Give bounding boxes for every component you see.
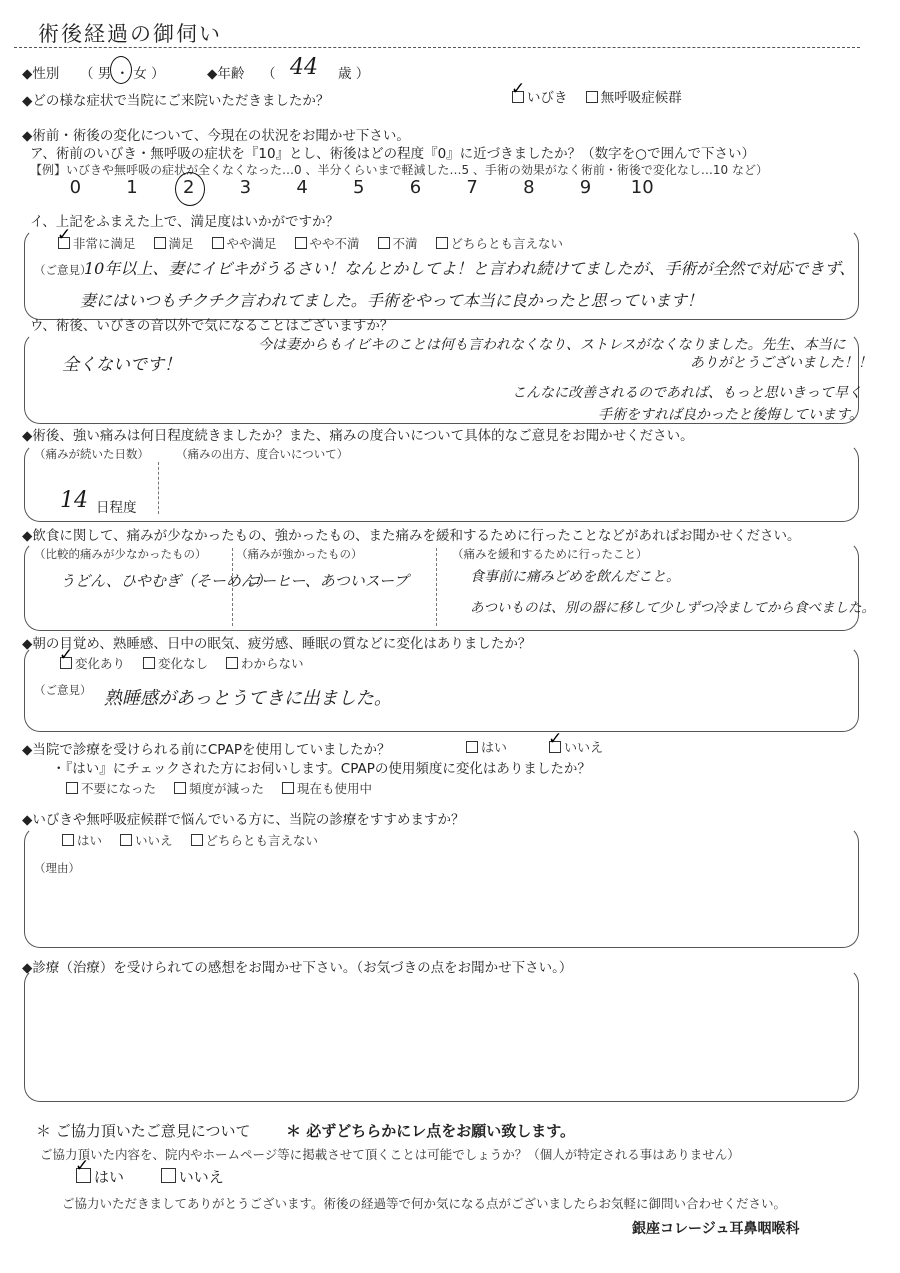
recommend-reason-label: （理由）	[34, 861, 80, 875]
checkbox[interactable]	[143, 657, 155, 669]
food-col3-line2: あついものは、別の器に移して少しずつ冷ましてから食べました。	[470, 600, 875, 616]
pain-question: ◆術後、強い痛みは何日程度続きましたか？また、痛みの度合いについて具体的なご意見をお聞かせください。	[22, 428, 694, 444]
food-col3-line1: 食事前に痛みどめを飲んだこと。	[470, 569, 680, 585]
sleep-opinion-label: （ご意見）	[34, 683, 92, 697]
option-not-needed[interactable]	[66, 779, 156, 797]
scale-1[interactable]: 1	[126, 177, 138, 198]
scale-10[interactable]: 10	[630, 177, 654, 198]
sleep-question: ◆朝の目覚め、熟睡感、日中の眠気、疲労感、睡眠の質などに変化はありましたか？	[22, 636, 532, 652]
option-label: はい	[94, 1168, 125, 1186]
scale-7[interactable]: 7	[466, 177, 478, 198]
checkbox-snoring[interactable]	[512, 91, 524, 103]
option-label: やや不満	[309, 236, 360, 251]
option-label: 不満	[392, 236, 418, 251]
pain-days-label: （痛みが続いた日数）	[34, 447, 149, 461]
age-label: ◆年齢	[207, 66, 245, 82]
option-label: はい	[481, 741, 508, 756]
option-label: いいえ	[178, 1168, 224, 1186]
satisfaction-opinion-label: （ご意見）	[34, 263, 92, 277]
checkbox[interactable]	[161, 1168, 176, 1183]
food-col1-label: （比較的痛みが少なかったもの）	[34, 547, 207, 561]
option-label: わからない	[241, 656, 304, 671]
option-cpap-no[interactable]	[549, 737, 603, 756]
option-neither[interactable]	[436, 234, 564, 252]
pain-days-unit: 日程度	[96, 500, 137, 516]
symptom-options	[512, 86, 696, 106]
page-title: 術後経過の御伺い	[38, 22, 222, 46]
option-label: いびき	[527, 90, 568, 106]
checkbox[interactable]	[295, 237, 307, 249]
option-still-using[interactable]	[282, 779, 372, 797]
food-divider-2	[436, 548, 437, 626]
gender-circle-mark	[110, 56, 132, 84]
age-unit: 歳 ）	[338, 66, 370, 82]
checkbox[interactable]	[58, 237, 70, 249]
checkbox[interactable]	[226, 657, 238, 669]
impression-question: ◆診療（治療）を受けられての感想をお聞かせ下さい。（お気づきの点をお聞かせ下さい。）	[22, 960, 573, 976]
recommend-options	[62, 831, 332, 849]
scale-row	[47, 177, 671, 198]
clinic-name: 銀座コレージュ耳鼻咽喉科	[632, 1221, 800, 1237]
food-col3-label: （痛みを緩和するために行ったこと）	[452, 547, 648, 561]
option-changed[interactable]	[60, 654, 125, 672]
cpap-sub-question: ・『はい』にチェックされた方にお伺いします。CPAPの使用頻度に変化はありましたか？	[52, 761, 591, 777]
checkbox[interactable]	[282, 782, 294, 794]
option-recommend-no[interactable]	[120, 831, 173, 849]
checkbox[interactable]	[154, 237, 166, 249]
option-dissatisfied[interactable]	[378, 234, 418, 252]
satisfaction-opinion-line1: 10年以上、妻にイビキがうるさい！なんとかしてよ！と言われ続けてましたが、手術が全然で対応できず、	[84, 259, 856, 278]
other-answer-main: 全くないです！	[62, 355, 181, 375]
change-example: 【例】いびきや無呼吸の症状が全くなくなった…0 、半分くらいまで軽減した…5 、手術の効果がなく術前・術後で変化なし…10 など）	[30, 163, 768, 177]
consent-thanks: ご協力いただきましてありがとうございます。術後の経過等で何か気になる点がございましたらお気軽に御問い合わせください。	[62, 1196, 787, 1211]
scale-6[interactable]: 6	[409, 177, 422, 198]
option-consent-yes[interactable]	[76, 1166, 124, 1187]
option-cpap-yes[interactable]	[466, 737, 507, 756]
option-label: 現在も使用中	[297, 781, 373, 796]
checkbox[interactable]	[62, 834, 74, 846]
option-label: どちらとも言えない	[450, 236, 564, 251]
satisfaction-options	[58, 234, 577, 252]
cpap-sub-options	[66, 779, 386, 797]
other-answer-line1: 今は妻からもイビキのことは何も言われなくなり、ストレスがなくなりました。先生、本当に	[258, 337, 846, 353]
other-answer-line2: ありがとうございました！！	[690, 355, 872, 371]
checkbox[interactable]	[66, 782, 78, 794]
consent-header-left: ＊ ご協力頂いたご意見について	[36, 1122, 251, 1140]
option-label: 非常に満足	[73, 236, 136, 251]
cpap-options	[466, 737, 617, 756]
other-question: ウ、術後、いびきの音以外で気になることはございますか？	[30, 318, 394, 334]
option-label: 変化なし	[158, 656, 209, 671]
gender-label: ◆性別	[22, 66, 60, 82]
checkbox[interactable]	[549, 741, 561, 753]
checkbox[interactable]	[120, 834, 132, 846]
option-recommend-neither[interactable]	[191, 831, 319, 849]
checkbox[interactable]	[191, 834, 203, 846]
consent-question: ご協力頂いた内容を、院内やホームページ等に掲載させて頂くことは可能でしょうか？（個人が特定される事はありません）	[40, 1147, 740, 1162]
scale-selected-circle	[175, 172, 205, 206]
option-satisfied[interactable]	[154, 234, 194, 252]
option-no-change[interactable]	[143, 654, 208, 672]
option-label: はい	[77, 833, 103, 848]
consent-options	[76, 1166, 238, 1187]
option-label: いいえ	[135, 833, 173, 848]
option-unknown[interactable]	[226, 654, 304, 672]
checkbox[interactable]	[76, 1168, 91, 1183]
pain-days-value: 14	[60, 488, 88, 513]
checkbox[interactable]	[60, 657, 72, 669]
age-value: 44	[290, 55, 318, 80]
pain-divider	[158, 462, 159, 514]
option-label: 不要になった	[81, 781, 157, 796]
pain-degree-label: （痛みの出方、度合いについて）	[176, 447, 349, 461]
scale-2[interactable]: 2	[182, 177, 195, 198]
scale-0[interactable]: 0	[69, 177, 82, 198]
checkbox[interactable]	[466, 741, 478, 753]
food-col2-label: （痛みが強かったもの）	[236, 547, 363, 561]
option-label: どちらとも言えない	[205, 833, 319, 848]
option-somewhat-satisfied[interactable]	[212, 234, 277, 252]
age-open: （	[262, 66, 276, 82]
symptom-question: ◆どの様な症状で当院にご来院いただきましたか？	[22, 93, 330, 109]
option-label: 無呼吸症候群	[600, 90, 682, 106]
pain-frame	[24, 443, 859, 522]
change-sub-a: ア、術前のいびき・無呼吸の症状を『10』とし、術後はどの程度『0』に近づきましたか？（数字を○で囲んで下さい）	[30, 146, 755, 162]
satisfaction-opinion-line2: 妻にはいつもチクチク言われてました。手術をやって本当に良かったと思っています！	[80, 291, 703, 310]
consent-header-right: ＊ 必ずどちらかにレ点をお願い致します。	[286, 1122, 576, 1140]
option-less-frequent[interactable]	[174, 779, 264, 797]
cpap-question: ◆当院で診療を受けられる前にCPAPを使用していましたか？	[22, 742, 391, 758]
gender-options: （ 男 ・ 女 ）	[80, 66, 165, 82]
other-answer-line3: こんなに改善されるのであれば、もっと思いきって早く	[512, 385, 862, 401]
scale-9[interactable]: 9	[579, 177, 592, 198]
checkbox-apnea[interactable]	[586, 91, 598, 103]
other-answer-line4: 手術をすれば良かったと後悔しています。	[598, 407, 863, 423]
option-somewhat-dissatisfied[interactable]	[295, 234, 360, 252]
impression-frame	[24, 968, 859, 1102]
checkbox[interactable]	[436, 237, 448, 249]
option-apnea[interactable]	[586, 86, 682, 106]
option-label: 満足	[168, 236, 194, 251]
scale-5[interactable]: 5	[353, 177, 365, 198]
option-label: いいえ	[564, 741, 604, 756]
food-col1-value: うどん、ひやむぎ（そーめん）	[60, 572, 271, 590]
option-recommend-yes[interactable]	[62, 831, 102, 849]
scale-8[interactable]: 8	[523, 177, 535, 198]
sleep-opinion-value: 熟睡感があっとうてきに出ました。	[104, 688, 392, 709]
satisfaction-question: イ、上記をふまえた上で、満足度はいかがですか？	[30, 214, 340, 230]
title-divider	[14, 47, 860, 48]
recommend-question: ◆いびきや無呼吸症候群で悩んでいる方に、当院の診療をすすめますか？	[22, 812, 465, 828]
checkbox[interactable]	[174, 782, 186, 794]
scale-3[interactable]: 3	[239, 177, 252, 198]
food-col2-value: コーヒー、あついスープ	[246, 572, 409, 590]
checkbox[interactable]	[212, 237, 224, 249]
option-very-satisfied[interactable]	[58, 234, 136, 252]
change-question: ◆術前・術後の変化について、今現在の状況をお聞かせ下さい。	[22, 128, 410, 144]
option-consent-no[interactable]	[161, 1166, 224, 1187]
option-snoring[interactable]	[512, 86, 568, 106]
option-label: 頻度が減った	[189, 781, 265, 796]
food-question: ◆飲食に関して、痛みが少なかったもの、強かったもの、また痛みを緩和するために行ったことなどがあればお聞かせください。	[22, 528, 801, 544]
sleep-options	[60, 654, 318, 672]
checkbox[interactable]	[378, 237, 390, 249]
option-label: 変化あり	[75, 656, 126, 671]
scale-4[interactable]: 4	[296, 177, 308, 198]
option-label: やや満足	[226, 236, 277, 251]
